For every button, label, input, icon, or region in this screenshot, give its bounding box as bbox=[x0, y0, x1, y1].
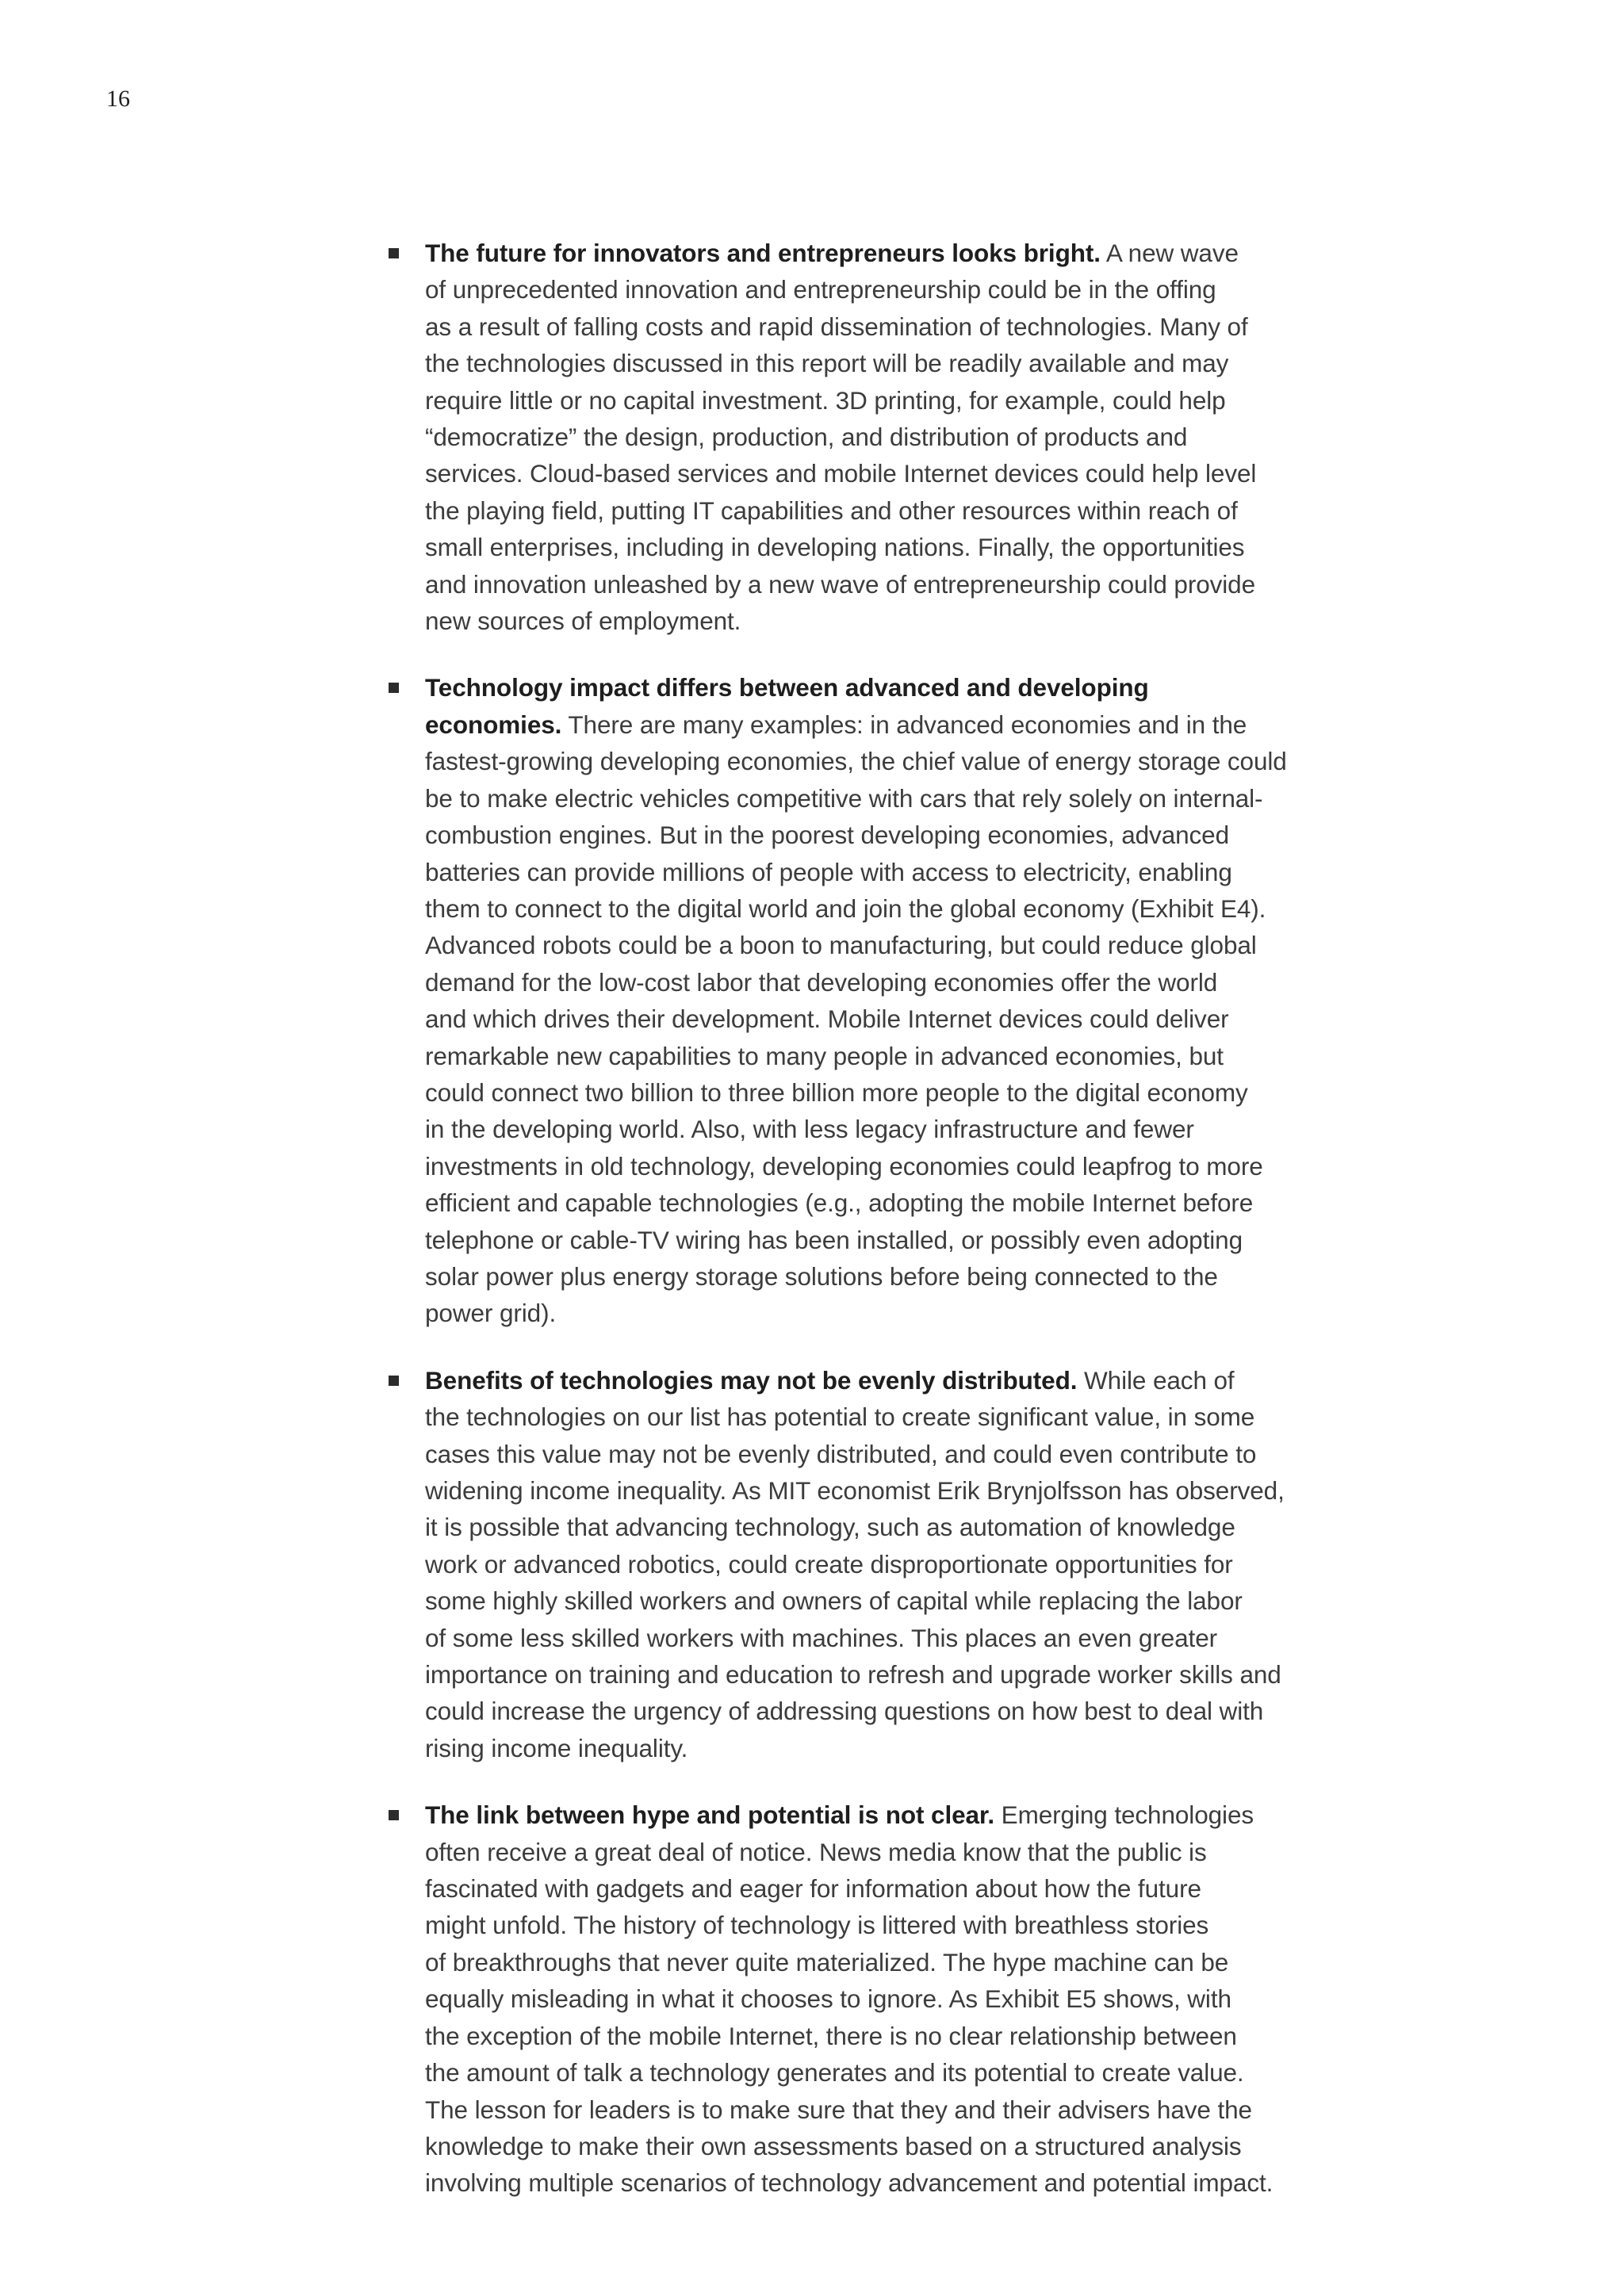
bullet-item-innovators bbox=[425, 235, 1361, 639]
paragraph-line: involving multiple scenarios of technology advancement and potential impact. bbox=[425, 2168, 1274, 2198]
paragraph-line: some highly skilled workers and owners of capital while replacing the labor bbox=[425, 1586, 1243, 1616]
square-bullet-icon bbox=[389, 1810, 399, 1820]
paragraph-line: services. Cloud-based services and mobile Internet devices could help level bbox=[425, 459, 1257, 488]
bullet-lead: The future for innovators and entrepreneurs looks bright. bbox=[425, 239, 1101, 267]
bullet-item-technology-impact bbox=[425, 669, 1361, 1331]
bullet-list bbox=[425, 235, 1361, 2232]
bullet-lead: economies. bbox=[425, 710, 562, 739]
bullet-paragraph bbox=[425, 1797, 1361, 2201]
paragraph-line: it is possible that advancing technology, such as automation of knowledge bbox=[425, 1513, 1235, 1542]
paragraph-line: the technologies discussed in this report will be readily available and may bbox=[425, 349, 1229, 378]
paragraph-line: of unprecedented innovation and entrepreneurship could be in the offing bbox=[425, 275, 1216, 304]
square-bullet-icon bbox=[389, 248, 399, 258]
paragraph-line: require little or no capital investment. 3D printing, for example, could help bbox=[425, 385, 1226, 415]
paragraph-line: could increase the urgency of addressing questions on how best to deal with bbox=[425, 1697, 1264, 1726]
bullet-item-hype bbox=[425, 1797, 1361, 2201]
paragraph-line: could connect two billion to three billion more people to the digital economy bbox=[425, 1077, 1248, 1107]
paragraph-line: fascinated with gadgets and eager for information about how the future bbox=[425, 1874, 1201, 1904]
paragraph-line: Advanced robots could be a boon to manufacturing, but could reduce global bbox=[425, 931, 1257, 960]
paragraph-line: “democratize” the design, production, and distribution of products and bbox=[425, 423, 1188, 452]
paragraph-line: equally misleading in what it chooses to ignore. As Exhibit E5 shows, with bbox=[425, 1984, 1231, 2014]
paragraph-line: Benefits of technologies may not be evenly distributed. While each of bbox=[425, 1365, 1235, 1395]
paragraph-line: rising income inequality. bbox=[425, 1733, 688, 1762]
page-number: 16 bbox=[106, 86, 130, 112]
paragraph-line: might unfold. The history of technology is littered with breathless stories bbox=[425, 1911, 1209, 1940]
square-bullet-icon bbox=[389, 1376, 399, 1386]
paragraph-line: often receive a great deal of notice. News media know that the public is bbox=[425, 1837, 1207, 1866]
paragraph-line: new sources of employment. bbox=[425, 607, 741, 636]
paragraph-line: the technologies on our list has potential to create significant value, in some bbox=[425, 1402, 1255, 1432]
paragraph-line: and which drives their development. Mobile Internet devices could deliver bbox=[425, 1004, 1229, 1034]
paragraph-line: fastest-growing developing economies, the chief value of energy storage could bbox=[425, 747, 1287, 776]
bullet-item-benefits bbox=[425, 1362, 1361, 1766]
paragraph-line: of some less skilled workers with machines. This places an even greater bbox=[425, 1623, 1218, 1652]
paragraph-line: telephone or cable-TV wiring has been installed, or possibly even adopting bbox=[425, 1225, 1243, 1254]
paragraph-line: as a result of falling costs and rapid dissemination of technologies. Many of bbox=[425, 312, 1248, 341]
paragraph-line: the exception of the mobile Internet, there is no clear relationship between bbox=[425, 2021, 1237, 2050]
paragraph-line: be to make electric vehicles competitive with cars that rely solely on internal- bbox=[425, 783, 1263, 813]
bullet-paragraph bbox=[425, 669, 1361, 1331]
paragraph-line: the playing field, putting IT capabilities and other resources within reach of bbox=[425, 496, 1238, 525]
paragraph-line: remarkable new capabilities to many people in advanced economies, but bbox=[425, 1041, 1224, 1070]
paragraph-line: batteries can provide millions of people with access to electricity, enabling bbox=[425, 857, 1232, 886]
paragraph-line: demand for the low-cost labor that developing economies offer the world bbox=[425, 967, 1218, 997]
square-bullet-icon bbox=[389, 683, 399, 693]
paragraph-line: widening income inequality. As MIT economist Erik Brynjolfsson has observed, bbox=[425, 1476, 1285, 1505]
paragraph-line: cases this value may not be evenly distributed, and could even contribute to bbox=[425, 1439, 1257, 1468]
paragraph-line: The future for innovators and entrepreneurs looks bright. A new wave bbox=[425, 239, 1239, 267]
bullet-lead: Technology impact differs between advanced and developing bbox=[425, 673, 1149, 702]
paragraph-line: solar power plus energy storage solutions before being connected to the bbox=[425, 1261, 1218, 1291]
paragraph-line: investments in old technology, developing economies could leapfrog to more bbox=[425, 1151, 1263, 1181]
paragraph-line: The link between hype and potential is not clear. Emerging technologies bbox=[425, 1800, 1254, 1830]
bullet-lead: Benefits of technologies may not be evenly distributed. bbox=[425, 1365, 1078, 1395]
paragraph-line: work or advanced robotics, could create disproportionate opportunities for bbox=[425, 1549, 1233, 1578]
paragraph-line: power grid). bbox=[425, 1299, 557, 1328]
paragraph-line: economies. There are many examples: in advanced economies and in the bbox=[425, 710, 1247, 739]
paragraph-line bbox=[425, 669, 1361, 706]
paragraph-line: them to connect to the digital world and join the global economy (Exhibit E4). bbox=[425, 894, 1266, 923]
paragraph-line: in the developing world. Also, with less legacy infrastructure and fewer bbox=[425, 1115, 1194, 1144]
paragraph-line: importance on training and education to refresh and upgrade worker skills and bbox=[425, 1660, 1281, 1689]
paragraph-line: of breakthroughs that never quite materialized. The hype machine can be bbox=[425, 1947, 1229, 1976]
bullet-paragraph bbox=[425, 235, 1361, 639]
paragraph-line: efficient and capable technologies (e.g., adopting the mobile Internet before bbox=[425, 1188, 1254, 1218]
paragraph-line: small enterprises, including in developing nations. Finally, the opportunities bbox=[425, 533, 1245, 562]
paragraph-line: knowledge to make their own assessments based on a structured analysis bbox=[425, 2131, 1242, 2160]
paragraph-line: The lesson for leaders is to make sure that they and their advisers have the bbox=[425, 2095, 1252, 2124]
paragraph-line: combustion engines. But in the poorest developing economies, advanced bbox=[425, 821, 1230, 850]
paragraph-line: and innovation unleashed by a new wave of entrepreneurship could provide bbox=[425, 569, 1256, 599]
bullet-lead: The link between hype and potential is not clear. bbox=[425, 1800, 995, 1830]
bullet-paragraph bbox=[425, 1362, 1361, 1766]
paragraph-line: the amount of talk a technology generates and its potential to create value. bbox=[425, 2058, 1244, 2087]
